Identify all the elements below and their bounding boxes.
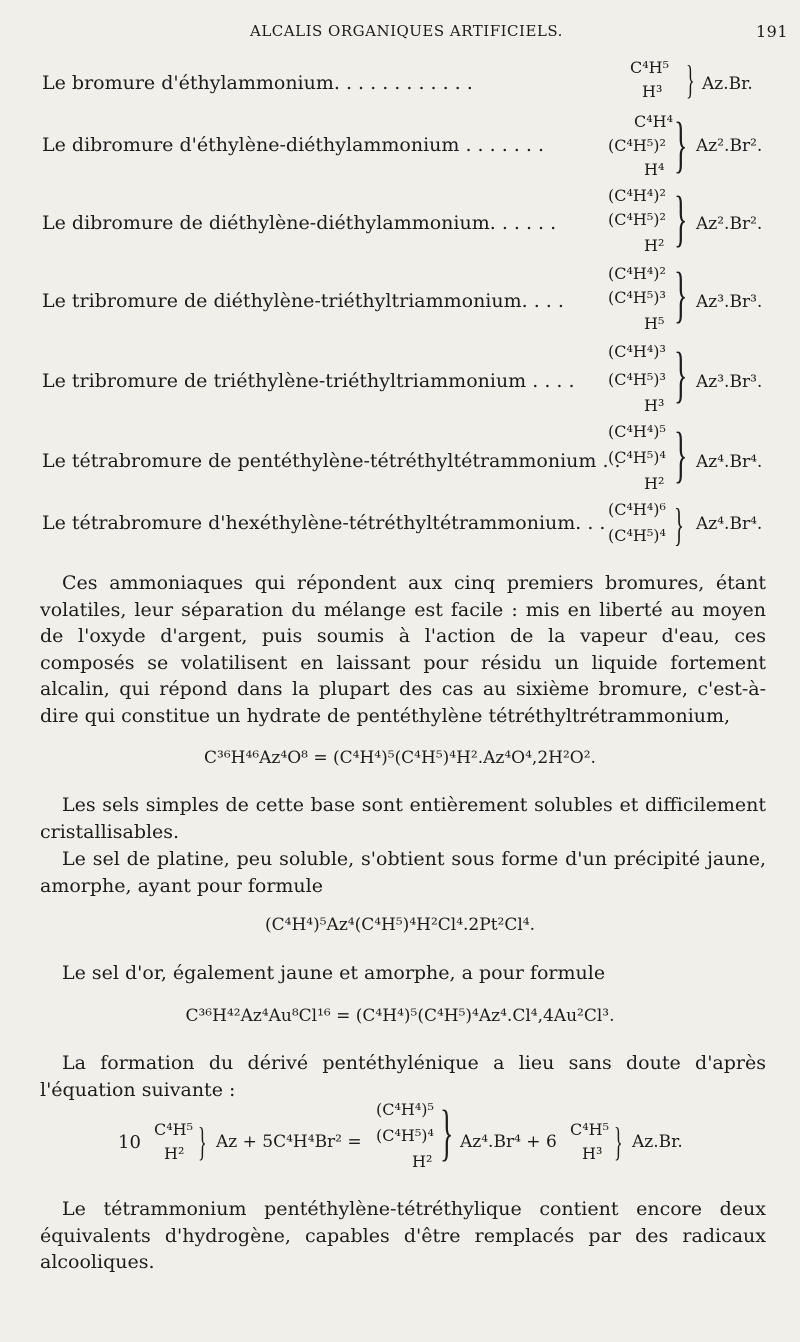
chemical-equation <box>0 1098 800 1178</box>
body-paragraph: Le sel de platine, peu soluble, s'obtient sous forme d'un précipité jaune, amorphe, ayant pour formule <box>40 848 766 897</box>
formula-line: H³ <box>644 396 665 415</box>
brace-icon: } <box>674 499 684 550</box>
formula-result: Az.Br. <box>702 74 753 94</box>
running-title: ALCALIS ORGANIQUES ARTIFICIELS. <box>250 22 563 40</box>
formula-line: (C⁴H⁵)² <box>608 210 666 229</box>
brace-icon: } <box>614 1119 623 1164</box>
chemical-formula: C³⁶H⁴⁶Az⁴O⁸ = (C⁴H⁴)⁵(C⁴H⁵)⁴H².Az⁴O⁴,2H²O². <box>204 748 596 768</box>
compound-name: Le tribromure de diéthylène-triéthyltriammonium. . . . <box>42 290 564 312</box>
compound-name: Le dibromure d'éthylène-diéthylammonium . . . . . . . <box>42 134 544 156</box>
formula-line: C⁴H⁴ <box>634 112 674 131</box>
brace-icon: } <box>674 185 688 253</box>
body-paragraph: La formation du dérivé pentéthylénique a lieu sans doute d'après l'équation suivante : <box>40 1052 766 1101</box>
brace-icon: } <box>440 1099 454 1167</box>
formula-line: H² <box>644 236 665 255</box>
compound-name: Le tétrabromure d'hexéthylène-tétréthyltétrammonium. . . <box>42 512 606 534</box>
body-paragraph: Le tétrammonium pentéthylène-tétréthylique contient encore deux équivalents d'hydrogène, capables d'être remplacés par des radicaux alcooliques. <box>40 1198 766 1273</box>
list-item <box>42 420 782 493</box>
brace-icon: } <box>674 421 688 489</box>
body-paragraph: Ces ammoniaques qui répondent aux cinq premiers bromures, étant volatiles, leur séparation du mélange est facile : mis en liberté au moyen de l'oxyde d'argent, puis soumis à l'action de la vapeur d'eau, ces composés se volatilisent en laissant pour résidu un liquide fortement alcalin, qui répond dans la plupart des cas au sixième bromure, c'est-à-dire qui constitue un hydrate de pentéthylène tétréthyltrétrammonium, <box>40 572 766 727</box>
list-item <box>42 496 782 550</box>
list-item <box>42 260 782 333</box>
formula-line: H² <box>644 474 665 493</box>
brace-icon: } <box>674 111 688 179</box>
formula-result: Az⁴.Br⁴. <box>696 514 763 534</box>
formula-line: H³ <box>582 1144 603 1163</box>
formula-line: C⁴H⁵ <box>154 1120 194 1139</box>
formula-line: (C⁴H⁴)² <box>608 186 666 205</box>
formula-line: (C⁴H⁴)² <box>608 264 666 283</box>
formula-line: (C⁴H⁵)² <box>608 136 666 155</box>
formula-line: (C⁴H⁴)⁶ <box>608 500 666 519</box>
brace-icon: } <box>686 57 695 102</box>
formula-line: H² <box>164 1144 185 1163</box>
equation-term: Az.Br. <box>632 1132 683 1152</box>
formula-line: (C⁴H⁵)⁴ <box>608 526 666 545</box>
chemical-formula: C³⁶H⁴²Az⁴Au⁸Cl¹⁶ = (C⁴H⁴)⁵(C⁴H⁵)⁴Az⁴.Cl⁴,4Au²Cl³. <box>185 1006 615 1026</box>
formula-line: (C⁴H⁵)⁴ <box>608 448 666 467</box>
list-item <box>42 340 782 415</box>
formula-line: (C⁴H⁵)³ <box>608 288 666 307</box>
compound-name: Le tribromure de triéthylène-triéthyltriammonium . . . . <box>42 370 575 392</box>
formula-line: (C⁴H⁵)⁴ <box>376 1126 434 1145</box>
formula-result: Az⁴.Br⁴. <box>696 452 763 472</box>
body-paragraph: Le sel d'or, également jaune et amorphe, a pour formule <box>62 962 606 984</box>
list-item <box>42 112 782 182</box>
compound-name: Le tétrabromure de pentéthylène-tétréthyltétrammonium . . <box>42 450 621 472</box>
formula-line: H⁵ <box>644 314 665 333</box>
equation-term: Az + 5C⁴H⁴Br² = <box>216 1132 362 1152</box>
page-header <box>0 22 800 46</box>
formula-line: (C⁴H⁴)⁵ <box>608 422 666 441</box>
formula-line: H⁴ <box>644 160 665 179</box>
formula-result: Az².Br². <box>696 136 763 156</box>
brace-icon: } <box>198 1119 207 1164</box>
formula-result: Az².Br². <box>696 214 763 234</box>
formula-line: (C⁴H⁵)³ <box>608 370 666 389</box>
list-item <box>42 186 782 256</box>
formula-line: H³ <box>642 82 663 101</box>
formula-result: Az³.Br³. <box>696 372 763 392</box>
brace-icon: } <box>674 261 688 329</box>
chemical-formula: (C⁴H⁴)⁵Az⁴(C⁴H⁵)⁴H²Cl⁴.2Pt²Cl⁴. <box>265 915 535 935</box>
compound-name: Le bromure d'éthylammonium. . . . . . . . . . . . <box>42 72 473 94</box>
equation-coefficient: 10 <box>118 1132 141 1153</box>
formula-result: Az³.Br³. <box>696 292 763 312</box>
equation-term: Az⁴.Br⁴ + 6 <box>460 1132 557 1152</box>
brace-icon: } <box>674 341 688 409</box>
body-paragraph: Les sels simples de cette base sont entièrement solubles et difficilement cristallisables. <box>40 794 766 843</box>
compound-name: Le dibromure de diéthylène-diéthylammonium. . . . . . <box>42 212 557 234</box>
formula-line: C⁴H⁵ <box>570 1120 610 1139</box>
formula-line: H² <box>412 1152 433 1171</box>
page-number: 191 <box>755 22 788 41</box>
list-item <box>42 58 782 106</box>
formula-line: (C⁴H⁴)³ <box>608 342 666 361</box>
formula-line: C⁴H⁵ <box>630 58 670 77</box>
formula-line: (C⁴H⁴)⁵ <box>376 1100 434 1119</box>
